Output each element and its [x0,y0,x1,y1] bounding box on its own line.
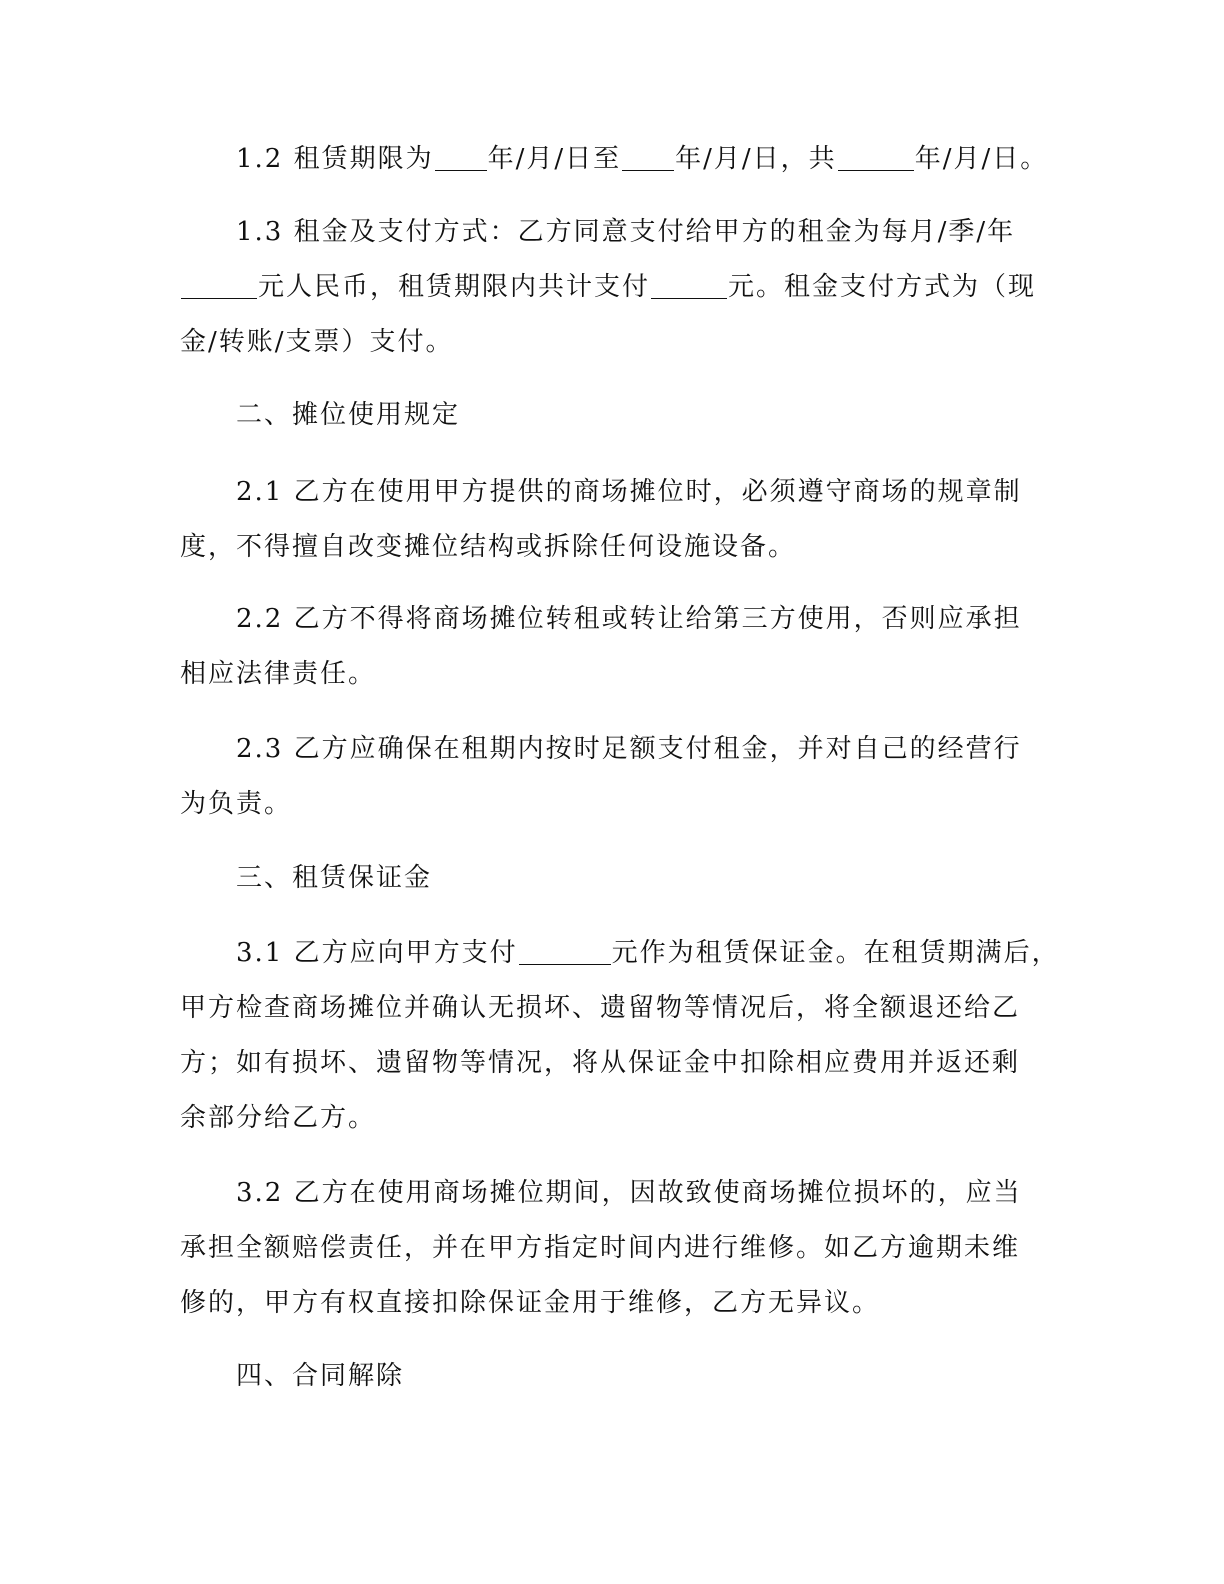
clause-1-2-text-b: 年/月/日至 [487,144,622,174]
clause-1-2-text-d: 年/月/日。 [914,144,1049,174]
section-heading-2: 二、摊位使用规定 [236,400,461,430]
clause-2-1-line-2: 度，不得擅自改变摊位结构或拆除任何设施设备。 [180,532,797,562]
blank-total-rent [651,272,727,299]
clause-2-2-line-2: 相应法律责任。 [180,659,377,689]
clause-3-1-line-4: 余部分给乙方。 [180,1103,377,1133]
section-heading-4: 四、合同解除 [236,1361,405,1391]
blank-deposit-amount [519,938,611,965]
clause-1-2-line-1 [236,142,1048,176]
blank-total-period [838,144,914,171]
section-heading-3: 三、租赁保证金 [236,863,433,893]
clause-3-2-line-3: 修的，甲方有权直接扣除保证金用于维修，乙方无异议。 [180,1288,881,1318]
blank-end-date [622,144,674,171]
clause-3-1-line-2: 甲方检查商场摊位并确认无损坏、遗留物等情况后，将全额退还给乙 [180,993,1021,1023]
clause-1-3-line-1: 1.3 租金及支付方式：乙方同意支付给甲方的租金为每月/季/年 [236,217,1016,247]
clause-3-1-text-a: 3.1 乙方应向甲方支付 [236,938,518,968]
clause-1-2-text-a: 1.2 租赁期限为 [236,144,434,174]
clause-3-1-text-b: 元作为租赁保证金。在租赁期满后， [611,938,1060,968]
clause-2-1-line-1: 2.1 乙方在使用甲方提供的商场摊位时，必须遵守商场的规章制 [236,477,1022,507]
clause-1-3-line-2 [180,270,1036,304]
clause-3-1-line-3: 方；如有损坏、遗留物等情况，将从保证金中扣除相应费用并返还剩 [180,1048,1021,1078]
clause-2-3-line-2: 为负责。 [180,789,293,819]
clause-3-2-line-1: 3.2 乙方在使用商场摊位期间，因故致使商场摊位损坏的，应当 [236,1178,1022,1208]
clause-2-3-line-1: 2.3 乙方应确保在租期内按时足额支付租金，并对自己的经营行 [236,734,1022,764]
clause-1-3-text-b: 元。租金支付方式为（现 [728,272,1037,302]
clause-1-3-line-3: 金/转账/支票）支付。 [180,327,454,357]
clause-1-3-text-a: 元人民币，租赁期限内共计支付 [258,272,651,302]
blank-rent-amount [181,272,257,299]
clause-3-2-line-2: 承担全额赔偿责任，并在甲方指定时间内进行维修。如乙方逾期未维 [180,1233,1021,1263]
clause-1-2-text-c: 年/月/日，共 [675,144,837,174]
clause-3-1-line-1 [236,936,1060,970]
blank-start-date [435,144,487,171]
clause-2-2-line-1: 2.2 乙方不得将商场摊位转租或转让给第三方使用，否则应承担 [236,604,1022,634]
